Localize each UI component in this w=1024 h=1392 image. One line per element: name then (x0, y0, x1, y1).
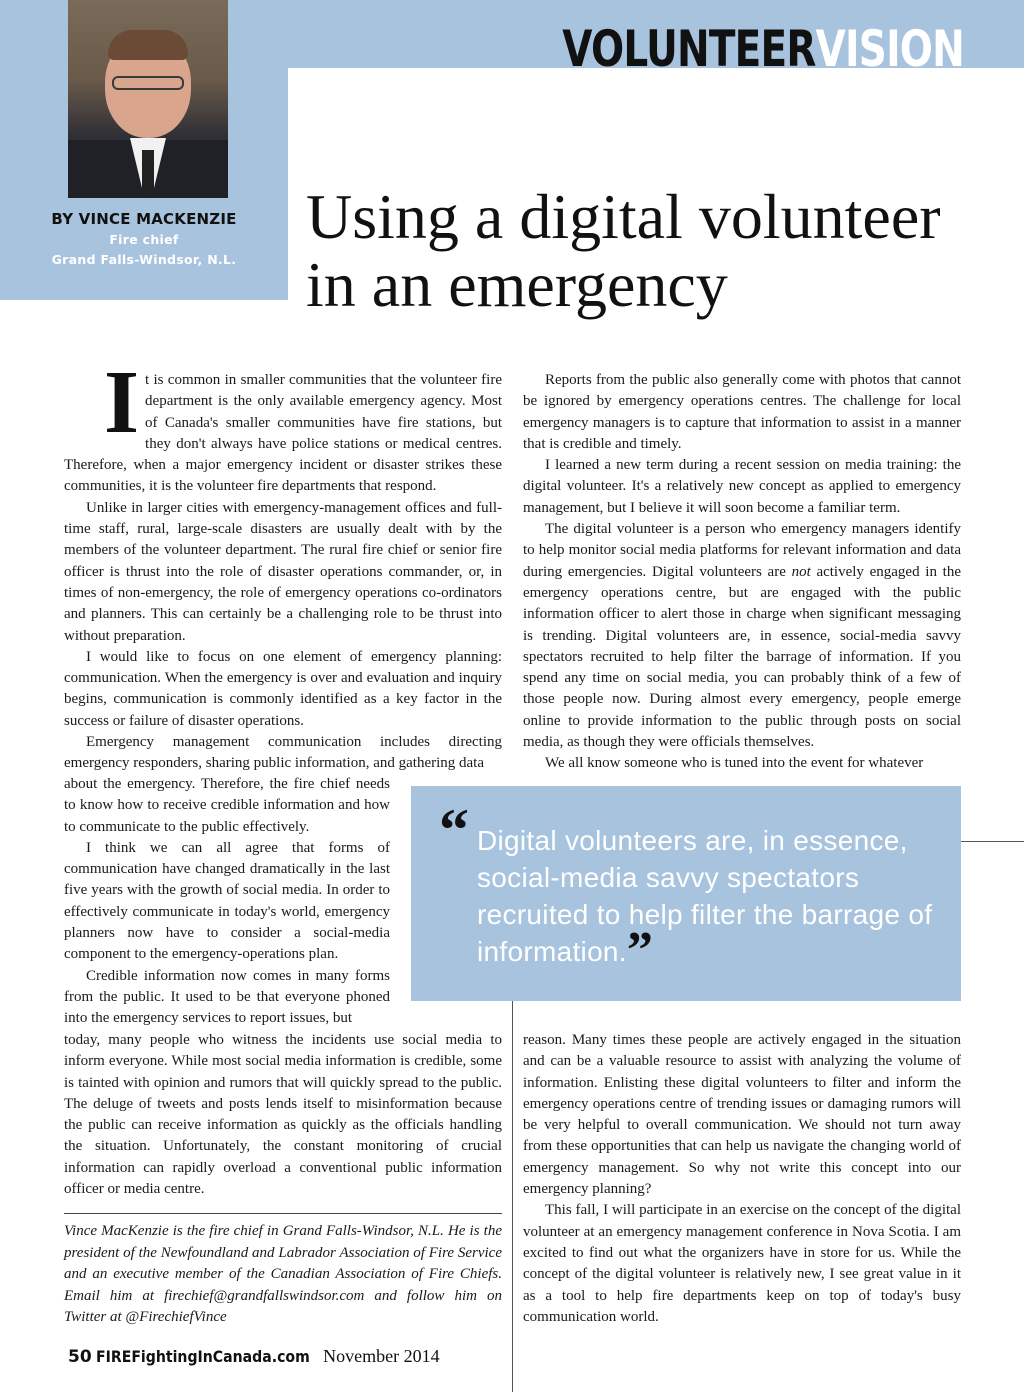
footer-date: November 2014 (323, 1346, 440, 1366)
paragraph: I learned a new term during a recent session on media training: the digital volunteer. It's a relatively new concept as applied to emergency management, but I believe it will soon become a familiar term. (523, 457, 961, 516)
paragraph: Reports from the public also generally come with photos that cannot be ignored by emergency operations centres. The challenge for local emergency managers is to capture that information to assist in a manner that is credible and timely. (523, 372, 961, 452)
article-headline: Using a digital volunteer in an emergency (306, 181, 941, 320)
paragraph: Unlike in larger cities with emergency-management offices and full-time staff, rural, large-scale disasters are usually dealt with by the members of the volunteer department. The rural fire chief or senior fire officer is thrust into the role of disaster operations commander, or, in times of non-emergency, the role of emergency operations co-ordinators and planners. This can certainly be a challenging role to be thrust into without preparation. (64, 499, 502, 644)
open-quote-icon: “ (439, 797, 469, 863)
article-column-right (523, 370, 961, 775)
article-column-left-bottom (64, 1030, 502, 1200)
paragraph: reason. Many times these people are actively engaged in the situation and can be a valuable resource to assist with analyzing the volume of information. Enlisting these digital volunteers to filter and inform the emergency operations centre of trending issues or damaging rumors will be very helpful to overall communication. We should not turn away from these opportunities that can help us navigate the changing world of emergency management. So why not write this concept into our emergency planning? (523, 1032, 961, 1198)
author-photo (68, 0, 228, 198)
paragraph: I would like to focus on one element of emergency planning: communication. When the emergency is over and evaluation and inquiry begins, communication is commonly identified as a key factor in the success or failure of disaster operations. (64, 648, 502, 729)
column-divider (512, 1001, 513, 1392)
paragraph: We all know someone who is tuned into the event for whatever (545, 755, 924, 772)
section-title-part2: VISION (815, 20, 964, 78)
bio-divider (64, 1213, 502, 1214)
article-column-left (64, 353, 502, 775)
section-title-part1: VOLUNTEER (562, 20, 816, 78)
paragraph: The digital volunteer is a person who emergency managers identify to help monitor social media platforms for relevant information and data during emergencies. Digital volunteers are not actively engaged in the emergency operations centre, but are engaged with the public information officer to alert those in charge when significant messaging is trending. Digital volunteers are, in essence, social-media savvy spectators recruited to help filter the barrage of information. If you spend any time on social media, you can probably think of a few of those people now. During almost every emergency, people emerge online to provide information to the public through posts on social media, as though they were officials themselves. (523, 521, 961, 751)
close-quote-icon: ” (626, 922, 654, 979)
pull-quote-box (411, 786, 961, 1001)
pull-quote: Digital volunteers are, in essence, social-media savvy spectators recruited to help filter the barrage of information.” (477, 825, 933, 979)
section-title (562, 22, 964, 76)
paragraph: I think we can all agree that forms of communication have changed dramatically in the last five years with the growth of social media. In order to effectively communicate in today's world, emergency planners now have to consider a social-media component to the emergency-operations plan. (64, 839, 390, 963)
drop-cap: I (104, 353, 140, 452)
page-number: 50 (68, 1347, 92, 1367)
author-bio: Vince MacKenzie is the fire chief in Grand Falls-Windsor, N.L. He is the president of the Newfoundland and Labrador Association of Fire Service and an executive member of the Canadian Association of Fire Chiefs. Email him at firechief@grandfallswindsor.com and follow him on Twitter at @FirechiefVince (64, 1223, 502, 1325)
emphasis-not: not (791, 563, 811, 580)
paragraph: Emergency management communication includes directing emergency responders, sharing public information, and gathering data (64, 734, 502, 772)
paragraph: It is common in smaller communities that the volunteer fire department is the only available emergency agency. Most of Canada's smaller communities have fire stations, but they don't always have police stations or medical centres. Therefore, when a major emergency incident or disaster strikes these communities, it is the volunteer fire departments that respond. (64, 353, 502, 495)
paragraph: about the emergency. Therefore, the fire chief needs to know how to receive credible information and how to communicate to the public effectively. (64, 776, 390, 835)
byline (0, 210, 288, 272)
author-location: Grand Falls-Windsor, N.L. (51, 252, 237, 267)
author-name: BY VINCE MACKENZIE (51, 210, 237, 228)
paragraph: today, many people who witness the incidents use social media to inform everyone. While most social media information is credible, some is tainted with opinion and rumors that will quickly spread to the public. The deluge of tweets and posts lends itself to misinformation because the public can receive information as quickly as the officials handling the situation. Unfortunately, the constant monitoring of crucial information can rapidly overload a conventional public information officer or media centre. (64, 1032, 502, 1198)
article-column-right-bottom (523, 1030, 961, 1328)
divider (961, 841, 1024, 842)
paragraph: Credible information now comes in many forms from the public. It used to be that everyone phoned into the emergency services to report issues, but (64, 967, 390, 1027)
page-footer (68, 1346, 440, 1367)
author-role: Fire chief (109, 232, 179, 247)
paragraph: This fall, I will participate in an exercise on the concept of the digital volunteer at an emergency management conference in Nova Scotia. I am excited to find out what the organizers have in store for us. While the concept of the digital volunteer is relatively new, I see great value in it as a tool to help fire departments keep on top of today's busy communication world. (523, 1202, 961, 1325)
article-column-left-narrow (64, 774, 390, 1030)
footer-site: FIREFightingInCanada.com (95, 1347, 310, 1366)
